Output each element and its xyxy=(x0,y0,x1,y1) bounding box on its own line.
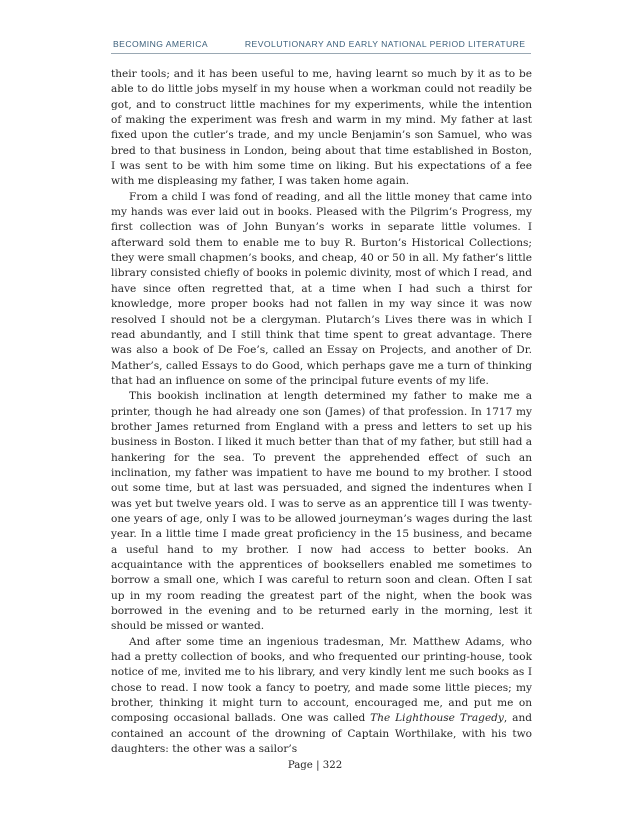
running-header xyxy=(113,39,533,49)
page-number: Page | 322 xyxy=(287,760,343,771)
section-title: REVOLUTIONARY AND EARLY NATIONAL PERIOD LITERATURE xyxy=(244,39,526,49)
book-title: BECOMING AMERICA xyxy=(113,39,209,49)
paragraph-2: From a child I was fond of reading, and all the little money that came into my hands was ever laid out in books. Pleased with the Pilgrim’s Progress, my first collection was of John Bunyan’s works in separate little volumes. I afterward sold them to enable me to buy R. Burton’s Historical Collections; they were small chapmen’s books, and cheap, 40 or 50 in all. My father’s little library consisted chiefly of books in polemic divinity, most of which I read, and have since often regretted that, at a time when I had such a thirst for knowledge, more proper books had not fallen in my way since it was now resolved I should not be a clergyman. Plutarch’s Lives there was in which I read abundantly, and I still think that time spent to great advantage. There was also a book of De Foe’s, called an Essay on Projects, and another of Dr. Mather’s, called Essays to do Good, which perhaps gave me a turn of thinking that had an influence on some of the principal future events of my life. xyxy=(111,190,532,387)
paragraph-4 xyxy=(111,635,532,758)
body-text xyxy=(111,67,532,757)
paragraph-4-text-start: And after some time an ingenious tradesman, Mr. Matthew Adams, who had a pretty collection of books, and who frequented our printing-house, took notice of me, invited me to his library, and very kindly lent me such books as I chose to read. I now took a fancy to poetry, and made some little pieces; my brother, thinking it might turn to account, encouraged me, and put me on composing occasional ballads. One was called xyxy=(111,635,532,725)
ballad-title: The Lighthouse Tragedy xyxy=(370,712,504,725)
paragraph-1: their tools; and it has been useful to me, having learnt so much by it as to be able to do little jobs myself in my house when a workman could not readily be got, and to construct little machines for my experiments, while the intention of making the experiment was fresh and warm in my mind. My father at last fixed upon the cutler’s trade, and my uncle Benjamin’s son Samuel, who was bred to that business in London, being about that time established in Boston, I was sent to be with him some time on liking. But his expectations of a fee with me displeasing my father, I was taken home again. xyxy=(111,68,532,188)
paragraph-4-text-end: , and contained an account of the drowning of Captain Worthilake, with his two daughters: the other was a sailor’s xyxy=(111,712,532,756)
header-divider xyxy=(111,53,531,54)
paragraph-3: This bookish inclination at length determined my father to make me a printer, though he had already one son (James) of that profession. In 1717 my brother James returned from England with a press and letters to set up his business in Boston. I liked it much better than that of my father, but still had a hankering for the sea. To prevent the apprehended effect of such an inclination, my father was impatient to have me bound to my brother. I stood out some time, but at last was persuaded, and signed the indentures when I was yet but twelve years old. I was to serve as an apprentice till I was twenty-one years of age, only I was to be allowed journeyman’s wages during the last year. In a little time I made great proficiency in the 15 business, and became a useful hand to my brother. I now had access to better books. An acquaintance with the apprentices of booksellers enabled me sometimes to borrow a small one, which I was careful to return soon and clean. Often I sat up in my room reading the greatest part of the night, when the book was borrowed in the evening and to be returned early in the morning, lest it should be missed or wanted. xyxy=(111,390,532,633)
page-footer xyxy=(0,760,630,771)
